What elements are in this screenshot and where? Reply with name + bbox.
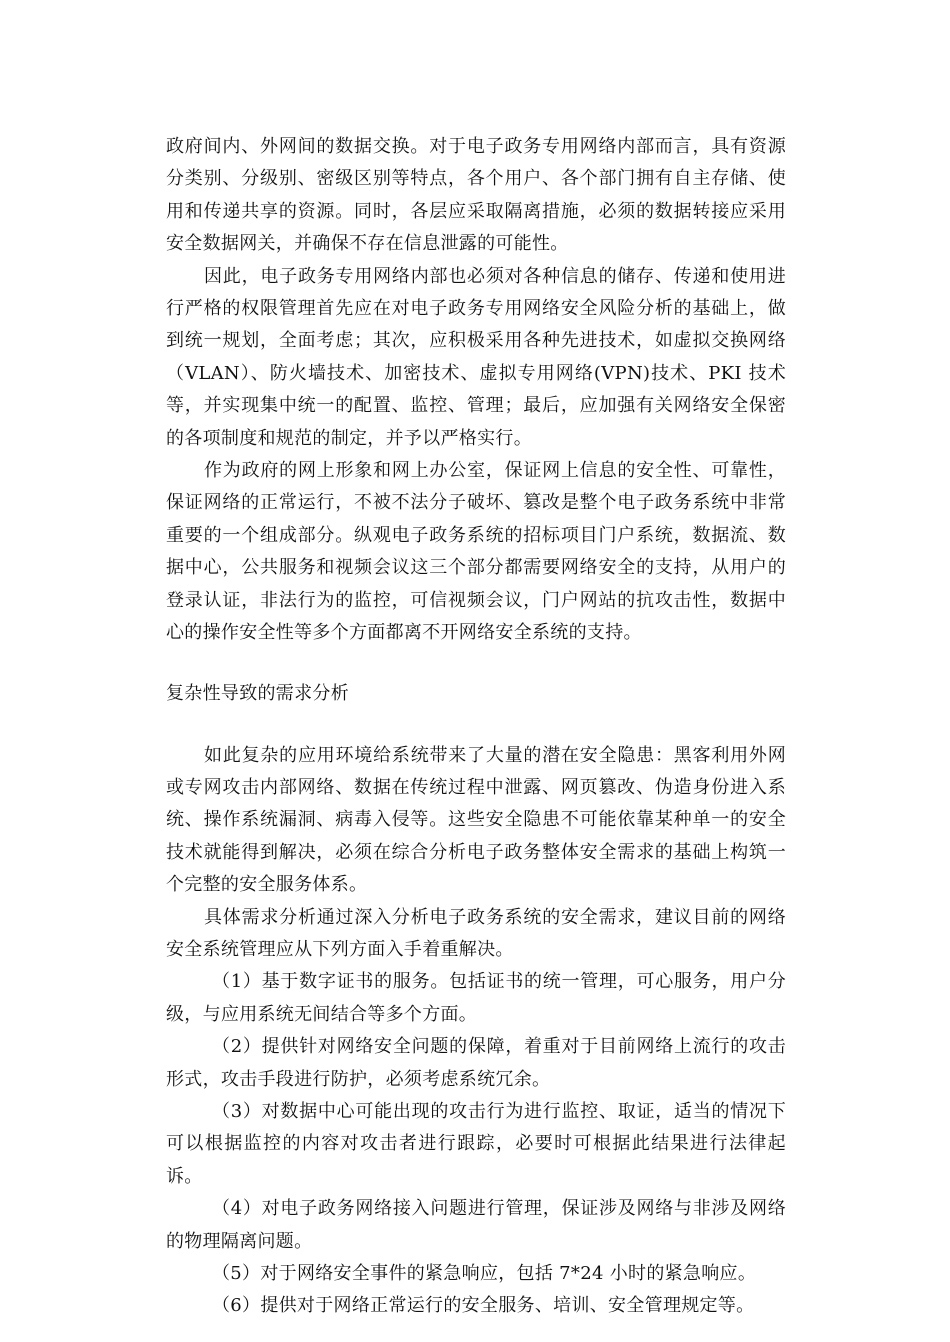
list-item: （5）对于网络安全事件的紧急响应，包括 7*24 小时的紧急响应。 bbox=[212, 1263, 757, 1284]
paragraph-continued: 政府间内、外网间的数据交换。对于电子政务专用网络内部而言，具有资源分类别、分级别、密级区别等特点，各个用户、各个部门拥有自主存储、使用和传递共享的资源。同时，各层应采取隔离措施，必须的数据转接应采用安全数据网关，并确保不存在信息泄露的可能性。 bbox=[166, 136, 786, 255]
paragraph: 具体需求分析通过深入分析电子政务系统的安全需求，建议目前的网络安全系统管理应从下列方面入手着重解决。 bbox=[166, 906, 786, 960]
list-item: （6）提供对于网络正常运行的安全服务、培训、安全管理规定等。 bbox=[212, 1295, 755, 1317]
spacer bbox=[166, 710, 786, 740]
spacer bbox=[166, 650, 786, 678]
paragraph: 如此复杂的应用环境给系统带来了大量的潜在安全隐患：黑客利用外网或专网攻击内部网络、数据在传统过程中泄露、网页篡改、伪造身份进入系统、操作系统漏洞、病毒入侵等。这些安全隐患不可能依靠某种单一的安全技术就能得到解决，必须在综合分析电子政务整体安全需求的基础上构筑一个完整的安全服务体系。 bbox=[166, 744, 786, 896]
list-item: （4）对电子政务网络接入问题进行管理，保证涉及网络与非涉及网络的物理隔离问题。 bbox=[166, 1198, 786, 1252]
document-body bbox=[166, 131, 786, 1323]
list-item: （1）基于数字证书的服务。包括证书的统一管理，可心服务，用户分级，与应用系统无间结合等多个方面。 bbox=[166, 971, 786, 1025]
list-item: （3）对数据中心可能出现的攻击行为进行监控、取证，适当的情况下可以根据监控的内容对攻击者进行跟踪，必要时可根据此结果进行法律起诉。 bbox=[166, 1100, 786, 1187]
list-item: （2）提供针对网络安全问题的保障，着重对于目前网络上流行的攻击形式，攻击手段进行防护，必须考虑系统冗余。 bbox=[166, 1036, 786, 1090]
section-heading: 复杂性导致的需求分析 bbox=[166, 682, 349, 704]
paragraph: 因此，电子政务专用网络内部也必须对各种信息的储存、传递和使用进行严格的权限管理首先应在对电子政务专用网络安全风险分析的基础上，做到统一规划，全面考虑；其次，应积极采用各种先进技术，如虚拟交换网络（VLAN）、防火墙技术、加密技术、虚拟专用网络(VPN)技术、PKI 技术等，并实现集中统一的配置、监控、管理；最后，应加强有关网络安全保密的各项制度和规范的制定，并予以严格实行。 bbox=[166, 265, 786, 449]
paragraph: 作为政府的网上形象和网上办公室，保证网上信息的安全性、可靠性，保证网络的正常运行，不被不法分子破坏、篡改是整个电子政务系统中非常重要的一个组成部分。纵观电子政务系统的招标项目门户系统，数据流、数据中心，公共服务和视频会议这三个部分都需要网络安全的支持，从用户的登录认证，非法行为的监控，可信视频会议，门户网站的抗攻击性，数据中心的操作安全性等多个方面都离不开网络安全系统的支持。 bbox=[166, 460, 786, 644]
